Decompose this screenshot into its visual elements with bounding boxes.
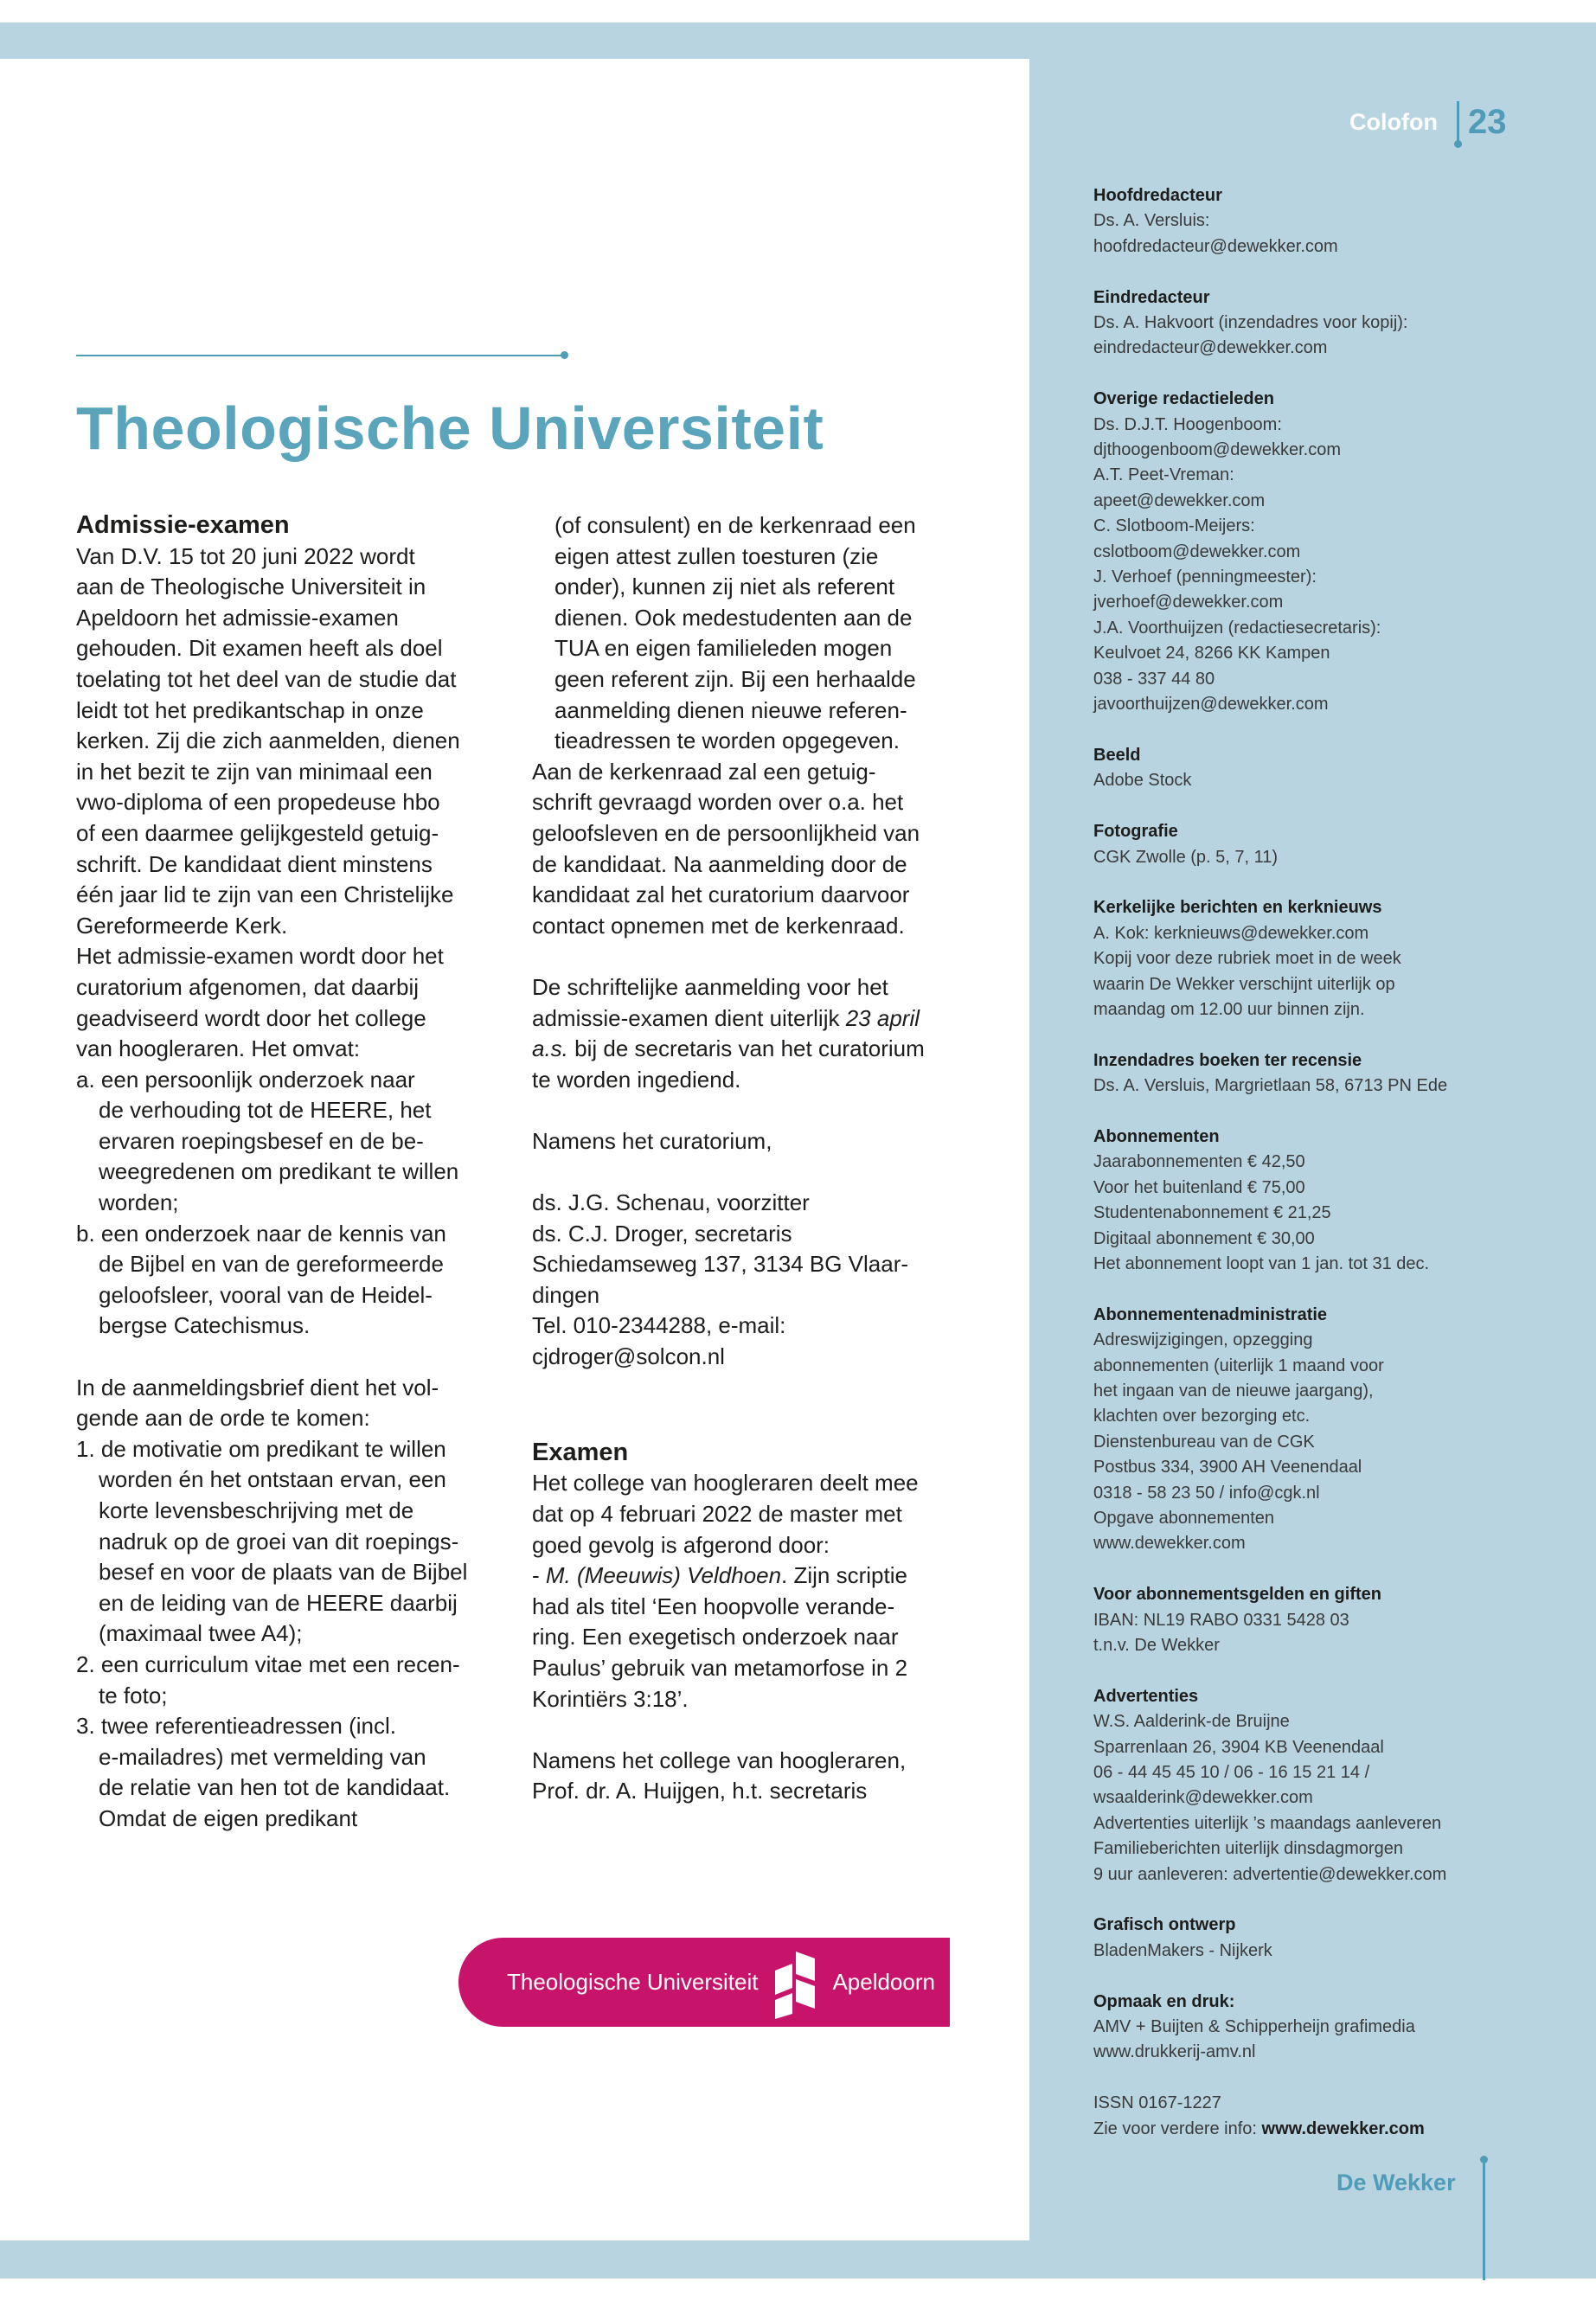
graduate-name: M. (Meeuwis) Veldhoen <box>545 1562 782 1589</box>
colofon-section <box>1093 1048 1543 1099</box>
spacer <box>532 941 977 972</box>
text-line: (of consulent) en de kerkenraad een <box>554 512 916 538</box>
text-line: 1. de motivatie om predikant te willen <box>76 1435 446 1462</box>
more-info-line <box>1093 2117 1543 2142</box>
on-behalf-line: Namens het curatorium, <box>532 1127 772 1154</box>
text-line: en de leiding van de HEERE daarbij <box>99 1589 458 1616</box>
text-line: geloofsleer, vooral van de Heidel- <box>99 1281 433 1308</box>
more-info-prefix: Zie voor verdere info: <box>1093 2118 1262 2138</box>
colofon-line: Digitaal abonnement € 30,00 <box>1093 1228 1315 1248</box>
text-line: kandidaat zal het curatorium daarvoor <box>532 881 910 908</box>
text-line: Aan de kerkenraad zal een getuig- <box>532 758 876 785</box>
colofon-section <box>1093 895 1543 1022</box>
colofon-line: Familieberichten uiterlijk dinsdagmorgen <box>1093 1839 1403 1859</box>
text-line: goed gevolg is afgerond door: <box>532 1531 830 1558</box>
colofon-issn-block <box>1093 2091 1543 2142</box>
list-item-1 <box>76 1434 517 1650</box>
article-left-column <box>76 510 517 1835</box>
colofon-line: CGK Zwolle (p. 5, 7, 11) <box>1093 847 1279 867</box>
colofon-section <box>1093 1582 1543 1658</box>
title-rule-dot <box>561 351 568 359</box>
colofon-line: 06 - 44 45 45 10 / 06 - 16 15 21 14 / <box>1093 1763 1370 1783</box>
text-line: b. een onderzoek naar de kennis van <box>76 1220 446 1247</box>
colofon-line: 038 - 337 44 80 <box>1093 669 1215 689</box>
text-run: a.s. <box>532 1035 568 1062</box>
text-line: Omdat de eigen predikant <box>99 1804 358 1831</box>
text-line: geloofsleven en de persoonlijkheid van <box>532 819 920 846</box>
colofon-heading: Hoofdredacteur <box>1093 186 1222 205</box>
text-line: worden én het ontstaan ervan, een <box>99 1466 446 1493</box>
text-line: aanmelding dienen nieuwe referen- <box>554 696 907 723</box>
text-run: - <box>532 1562 546 1589</box>
colofon-contact-line[interactable]: djthoogenboom@dewekker.com <box>1093 440 1342 460</box>
colofon-section <box>1093 285 1543 362</box>
colofon-contact-line[interactable]: apeet@dewekker.com <box>1093 490 1266 510</box>
colofon-contact-line[interactable]: cslotboom@dewekker.com <box>1093 542 1301 561</box>
bottom-band <box>0 2279 1596 2301</box>
text-line <box>532 1003 977 1035</box>
colofon-line: klachten over bezorging etc. <box>1093 1407 1311 1426</box>
text-line: aan de Theologische Universiteit in <box>76 574 426 600</box>
text-line: dienen. Ook medestudenten aan de <box>554 604 913 631</box>
colofon-heading: Eindredacteur <box>1093 287 1210 307</box>
colofon-line: Het abonnement loopt van 1 jan. tot 31 dec. <box>1093 1253 1430 1273</box>
footer-rule <box>1483 2159 1485 2280</box>
top-band <box>0 0 1596 22</box>
text-line: onder), kunnen zij niet als referent <box>554 574 895 600</box>
colofon-heading: Opmaak en druk: <box>1093 1991 1235 2011</box>
signatories <box>532 1188 977 1373</box>
colofon-section <box>1093 1303 1543 1557</box>
deadline-paragraph <box>532 972 977 1095</box>
text-line: nadruk op de groei van dit roepings- <box>99 1528 459 1554</box>
colofon-line: maandag om 12.00 uur binnen zijn. <box>1093 999 1365 1019</box>
colofon-section <box>1093 1684 1543 1888</box>
colofon-heading: Overige redactieleden <box>1093 389 1274 409</box>
text-line: In de aanmeldingsbrief dient het vol- <box>76 1374 439 1400</box>
colofon-line: Dienstenbureau van de CGK <box>1093 1432 1315 1452</box>
colofon-section <box>1093 183 1543 260</box>
colofon-contact-line[interactable]: www.dewekker.com <box>1093 1534 1246 1554</box>
colofon-line: het ingaan van de nieuwe jaargang), <box>1093 1381 1374 1400</box>
header-divider <box>1457 101 1459 143</box>
colofon-heading: Grafisch ontwerp <box>1093 1915 1236 1935</box>
spacer <box>532 1373 977 1404</box>
letter-intro <box>76 1373 517 1434</box>
colofon-contact-line[interactable]: javoorthuijzen@dewekker.com <box>1093 695 1329 715</box>
colofon-line: Ds. A. Versluis: <box>1093 211 1210 231</box>
colofon-line: AMV + Buijten & Schipperheijn grafimedia <box>1093 2017 1415 2037</box>
text-line: gende aan de orde te komen: <box>76 1405 370 1432</box>
colofon-line: W.S. Aalderink-de Bruijne <box>1093 1712 1290 1732</box>
text-line: de Bijbel en van de gereformeerde <box>99 1251 444 1278</box>
colofon-section <box>1093 743 1543 794</box>
text-line: had als titel ‘Een hoopvolle verande- <box>532 1593 895 1619</box>
text-line: TUA en eigen familieleden mogen <box>554 635 893 662</box>
page-header <box>1349 100 1506 144</box>
colofon-line: BladenMakers - Nijkerk <box>1093 1940 1272 1960</box>
colofon-line: Keulvoet 24, 8266 KK Kampen <box>1093 644 1330 663</box>
issn: ISSN 0167-1227 <box>1093 2093 1221 2113</box>
colofon-heading: Beeld <box>1093 745 1141 765</box>
colofon-line: Voor het buitenland € 75,00 <box>1093 1177 1305 1197</box>
text-line: van hoogleraren. Het omvat: <box>76 1035 361 1062</box>
colofon-line: C. Slotboom-Meijers: <box>1093 516 1255 536</box>
text-line: vwo-diploma of een propedeuse hbo <box>76 789 440 816</box>
colofon-section <box>1093 1990 1543 2066</box>
colofon-line: Ds. A. Versluis, Margrietlaan 58, 6713 PN Ede <box>1093 1076 1448 1096</box>
title-rule <box>76 355 566 356</box>
section-label: Colofon <box>1349 108 1438 135</box>
text-line: e-mailadres) met vermelding van <box>99 1743 426 1770</box>
email-link[interactable]: cjdroger@solcon.nl <box>532 1343 725 1370</box>
text-line: Tel. 010-2344288, e-mail: <box>532 1312 786 1339</box>
colofon-line: Kopij voor deze rubriek moet in de week <box>1093 949 1401 969</box>
colofon-line: waarin De Wekker verschijnt uiterlijk op <box>1093 974 1395 994</box>
text-line: besef en voor de plaats van de Bijbel <box>99 1559 468 1586</box>
text-line: de verhouding tot de HEERE, het <box>99 1097 432 1124</box>
text-line: of een daarmee gelijkgesteld getuig- <box>76 819 439 846</box>
text-line: te foto; <box>99 1682 168 1708</box>
text-line: in het bezit te zijn van minimaal een <box>76 758 433 785</box>
colofon-line: Ds. A. Hakvoort (inzendadres voor kopij): <box>1093 313 1408 333</box>
colofon-line: Sparrenlaan 26, 3904 KB Veenendaal <box>1093 1737 1384 1757</box>
text-line: bergse Catechismus. <box>99 1312 311 1339</box>
text-line: leidt tot het predikantschap in onze <box>76 696 424 723</box>
text-line: één jaar lid te zijn van een Christelijke <box>76 881 454 908</box>
text-line: ds. J.G. Schenau, voorzitter <box>532 1189 810 1216</box>
colofon-line: Adobe Stock <box>1093 771 1192 791</box>
text-line: weegredenen om predikant te willen <box>99 1158 459 1185</box>
text-line <box>532 1561 977 1592</box>
list-item-3-continued <box>532 510 977 757</box>
colofon-section <box>1093 1125 1543 1277</box>
colofon-line: A.T. Peet-Vreman: <box>1093 465 1234 485</box>
text-run: . Zijn scriptie <box>781 1562 907 1589</box>
page-number: 23 <box>1467 102 1507 141</box>
text-run: admissie-examen dient uiterlijk <box>532 1004 846 1031</box>
text-line: eigen attest zullen toesturen (zie <box>554 542 879 569</box>
footer-brand: De Wekker <box>1336 2170 1456 2195</box>
list-item-a <box>76 1065 517 1219</box>
colofon-line: Opgave abonnementen <box>1093 1509 1275 1528</box>
text-line: 3. twee referentieadressen (incl. <box>76 1713 396 1740</box>
colofon-line: IBAN: NL19 RABO 0331 5428 03 <box>1093 1610 1349 1630</box>
colofon-contact-line[interactable]: wsaalderink@dewekker.com <box>1093 1788 1313 1808</box>
colofon-heading: Abonnementenadministratie <box>1093 1304 1328 1324</box>
kerkenraad-paragraph <box>532 757 977 942</box>
colofon-line: J.A. Voorthuijzen (redactiesecretaris): <box>1093 618 1381 638</box>
colofon-line: abonnementen (uiterlijk 1 maand voor <box>1093 1356 1384 1375</box>
text-line: contact opnemen met de kerkenraad. <box>532 912 905 939</box>
spacer <box>532 1095 977 1126</box>
spacer <box>76 1342 517 1373</box>
colofon-contact-line[interactable]: www.drukkerij-amv.nl <box>1093 2042 1256 2062</box>
text-line: toelating tot het deel van de studie dat <box>76 665 457 692</box>
text-line: Schiedamseweg 137, 3134 BG Vlaar- <box>532 1251 909 1278</box>
text-run: bij de secretaris van het curatorium <box>567 1035 925 1062</box>
text-line: schrift. De kandidaat dient minstens <box>76 850 433 877</box>
colofon-line: Ds. D.J.T. Hoogenboom: <box>1093 414 1282 434</box>
text-line: Korintiërs 3:18’. <box>532 1685 689 1712</box>
text-line: worden; <box>99 1189 179 1216</box>
text-line: Paulus’ gebruik van metamorfose in 2 <box>532 1654 908 1681</box>
text-line: dat op 4 februari 2022 de master met <box>532 1501 902 1527</box>
text-line: korte levensbeschrijving met de <box>99 1497 414 1523</box>
spacer <box>532 1157 977 1188</box>
colofon-contact-line[interactable]: jverhoef@dewekker.com <box>1093 593 1284 612</box>
text-line: Het admissie-examen wordt door het <box>76 943 444 970</box>
text-line: geadviseerd wordt door het college <box>76 1004 426 1031</box>
tua-book-icon <box>768 1946 822 2019</box>
colofon-line: t.n.v. De Wekker <box>1093 1636 1220 1656</box>
colofon-heading: Kerkelijke berichten en kerknieuws <box>1093 898 1382 918</box>
colofon-contact-line[interactable]: A. Kok: kerknieuws@dewekker.com <box>1093 923 1369 943</box>
colofon-line: Jaarabonnementen € 42,50 <box>1093 1152 1305 1172</box>
list-item-3 <box>76 1711 517 1834</box>
admissie-heading: Admissie-examen <box>76 511 290 539</box>
text-line: Van D.V. 15 tot 20 juni 2022 wordt <box>76 542 415 569</box>
colofon-contact-line[interactable]: eindredacteur@dewekker.com <box>1093 338 1328 358</box>
text-line: Namens het college van hoogleraren, <box>532 1747 907 1773</box>
text-line: de relatie van hen tot de kandidaat. <box>99 1774 451 1801</box>
logo-text-left: Theologische Universiteit <box>507 1969 759 1995</box>
text-line: dingen <box>532 1281 600 1308</box>
text-line: gehouden. Dit examen heeft als doel <box>76 635 443 662</box>
text-line: curatorium afgenomen, dat daarbij <box>76 973 420 1000</box>
spacer <box>532 1403 977 1434</box>
colofon-section <box>1093 819 1543 870</box>
intro-paragraph <box>76 542 517 1065</box>
text-line: Gereformeerde Kerk. <box>76 912 288 939</box>
colofon-heading: Voor abonnementsgelden en giften <box>1093 1585 1381 1605</box>
text-line: de kandidaat. Na aanmelding door de <box>532 850 907 877</box>
colofon-line: Adreswijzigingen, opzegging <box>1093 1330 1313 1350</box>
text-line: (maximaal twee A4); <box>99 1620 303 1647</box>
colofon-section <box>1093 387 1543 717</box>
colofon-line: J. Verhoef (penningmeester): <box>1093 567 1317 587</box>
list-item-b <box>76 1219 517 1342</box>
text-line: tieadressen te worden opgegeven. <box>554 727 900 754</box>
colofon-heading: Inzendadres boeken ter recensie <box>1093 1050 1362 1070</box>
colofon-heading: Advertenties <box>1093 1686 1199 1706</box>
logo-text-right: Apeldoorn <box>832 1969 936 1995</box>
colofon-heading: Abonnementen <box>1093 1126 1220 1146</box>
text-line: kerken. Zij die zich aanmelden, dienen <box>76 727 460 754</box>
colofon-line: Studentenabonnement € 21,25 <box>1093 1203 1331 1223</box>
text-line: geen referent zijn. Bij een herhaalde <box>554 665 916 692</box>
text-line: Prof. dr. A. Huijgen, h.t. secretaris <box>532 1778 868 1804</box>
exam-paragraph <box>532 1468 977 1715</box>
examen-heading: Examen <box>532 1438 629 1466</box>
text-line: De schriftelijke aanmelding voor het <box>532 973 888 1000</box>
article-right-column <box>532 510 977 1807</box>
page-title: Theologische Universiteit <box>76 394 824 462</box>
text-line: a. een persoonlijk onderzoek naar <box>76 1066 415 1093</box>
text-line: te worden ingediend. <box>532 1066 741 1093</box>
colofon-contact-line[interactable]: hoofdredacteur@dewekker.com <box>1093 236 1338 256</box>
colofon-line: Advertenties uiterlijk ’s maandags aanleveren <box>1093 1813 1442 1833</box>
text-line: Het college van hoogleraren deelt mee <box>532 1470 919 1497</box>
colofon-sidebar <box>1093 183 1543 2142</box>
colofon-heading: Fotografie <box>1093 822 1178 842</box>
colofon-contact-line[interactable]: 0318 - 58 23 50 / info@cgk.nl <box>1093 1483 1320 1503</box>
website-link[interactable]: www.dewekker.com <box>1261 2118 1425 2138</box>
text-line: ring. Een exegetisch onderzoek naar <box>532 1624 899 1650</box>
colofon-line: Postbus 334, 3900 AH Veenendaal <box>1093 1458 1362 1477</box>
text-line: ervaren roepingsbesef en de be- <box>99 1127 424 1154</box>
text-line: schrift gevraagd worden over o.a. het <box>532 789 904 816</box>
colofon-contact-line[interactable]: 9 uur aanleveren: advertentie@dewekker.com <box>1093 1864 1447 1884</box>
text-line <box>532 1034 977 1065</box>
tua-logo-banner <box>458 1938 950 2027</box>
colofon-section <box>1093 1913 1543 1964</box>
text-line: Apeldoorn het admissie-examen <box>76 604 399 631</box>
text-line: ds. C.J. Droger, secretaris <box>532 1220 792 1247</box>
text-line: 2. een curriculum vitae met een recen- <box>76 1650 460 1677</box>
list-item-2 <box>76 1650 517 1711</box>
deadline-date: 23 april <box>845 1004 920 1031</box>
spacer <box>532 1715 977 1746</box>
